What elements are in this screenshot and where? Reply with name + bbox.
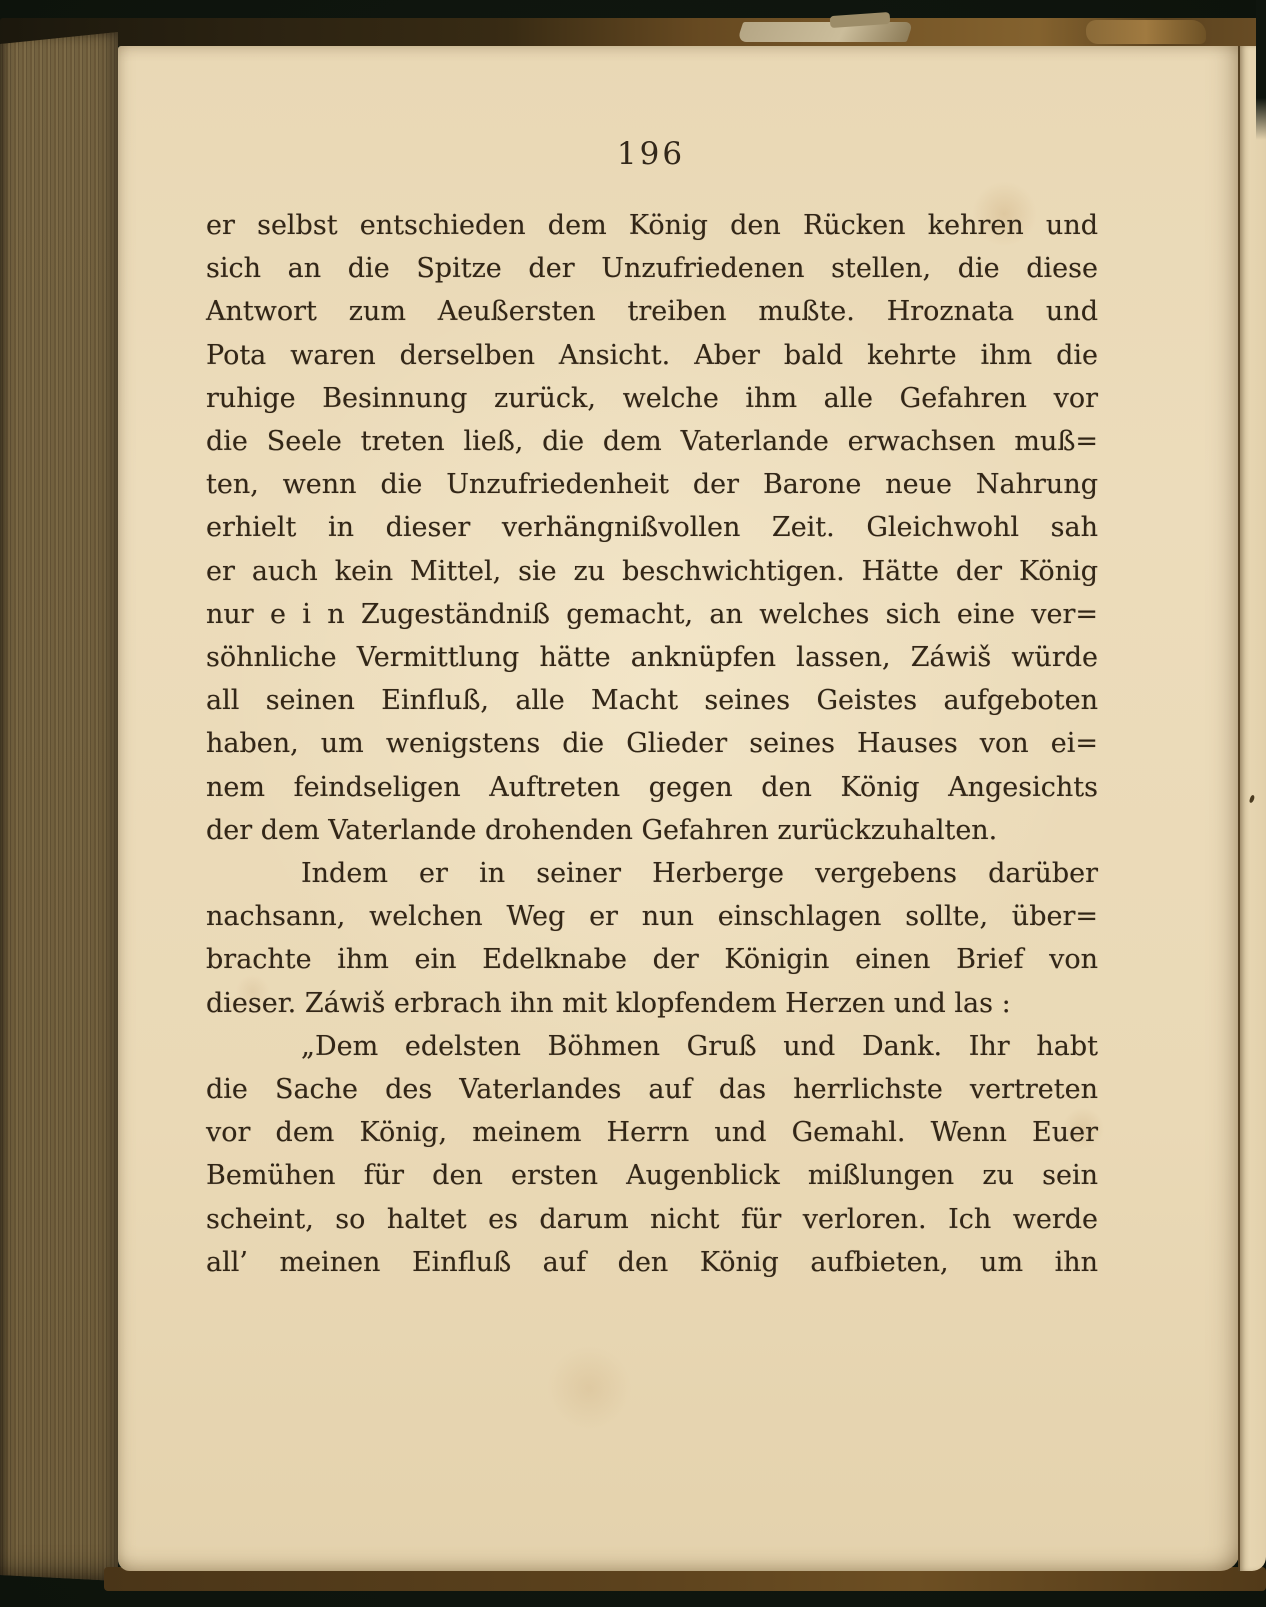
text-line: nem feindseligen Auftreten gegen den König Angesichts — [206, 771, 1098, 803]
text-line: Antwort zum Aeußersten treiben mußte. Hroznata und — [206, 296, 1098, 328]
text-line: die Seele treten ließ, die dem Vaterlande erwachsen muß= — [206, 426, 1098, 458]
text-line: die Sache des Vaterlandes auf das herrlichste vertreten — [206, 1074, 1098, 1106]
text-line: all seinen Einfluß, alle Macht seines Geistes aufgeboten — [206, 685, 1098, 717]
leather-worn-patch — [737, 22, 913, 42]
page-fore-edge-stack — [0, 30, 118, 1581]
text-line: haben, um wenigstens die Glieder seines Hauses von ei= — [206, 728, 1098, 760]
text-line: nur e i n Zugeständniß gemacht, an welches sich eine ver= — [206, 598, 1098, 630]
book-page — [118, 46, 1240, 1571]
text-line: söhnliche Vermittlung hätte anknüpfen lassen, Záwiš würde — [206, 642, 1098, 674]
text-line: brachte ihm ein Edelknabe der Königin einen Brief von — [206, 944, 1098, 976]
text-line: „Dem edelsten Böhmen Gruß und Dank. Ihr habt — [301, 1030, 1098, 1062]
text-line: sich an die Spitze der Unzufriedenen stellen, die diese — [206, 253, 1098, 285]
text-line: er auch kein Mittel, sie zu beschwichtigen. Hätte der König — [206, 555, 1098, 587]
text-line: der dem Vaterlande drohenden Gefahren zurückzuhalten. — [206, 814, 998, 846]
text-line: er selbst entschieden dem König den Rücken kehren und — [206, 210, 1098, 241]
cover-shadow-notch — [1256, 0, 1266, 140]
text-line: all’ meinen Einfluß auf den König aufbieten, um ihn — [206, 1246, 1098, 1278]
next-page-edge — [1238, 46, 1266, 1571]
page-number: 196 — [616, 136, 686, 172]
leather-worn-patch — [1086, 20, 1206, 44]
text-line: erhielt in dieser verhängnißvollen Zeit. Gleichwohl sah — [206, 512, 1098, 544]
text-line: Pota waren derselben Ansicht. Aber bald kehrte ihm die — [206, 339, 1098, 371]
text-line: ten, wenn die Unzufriedenheit der Barone neue Nahrung — [206, 469, 1098, 501]
text-line: dieser. Záwiš erbrach ihn mit klopfendem Herzen und las : — [206, 987, 1011, 1019]
text-line: Bemühen für den ersten Augenblick mißlungen zu sein — [206, 1160, 1098, 1192]
book-cover-head-edge — [0, 18, 1266, 46]
text-block — [206, 204, 1098, 1284]
text-line: nachsann, welchen Weg er nun einschlagen sollte, über= — [206, 901, 1098, 933]
text-line: ruhige Besinnung zurück, welche ihm alle Gefahren vor — [206, 382, 1098, 414]
text-line: scheint, so haltet es darum nicht für verloren. Ich werde — [206, 1203, 1098, 1235]
text-line: Indem er in seiner Herberge vergebens darüber — [301, 858, 1098, 890]
text-line: vor dem König, meinem Herrn und Gemahl. Wenn Euer — [206, 1117, 1098, 1149]
